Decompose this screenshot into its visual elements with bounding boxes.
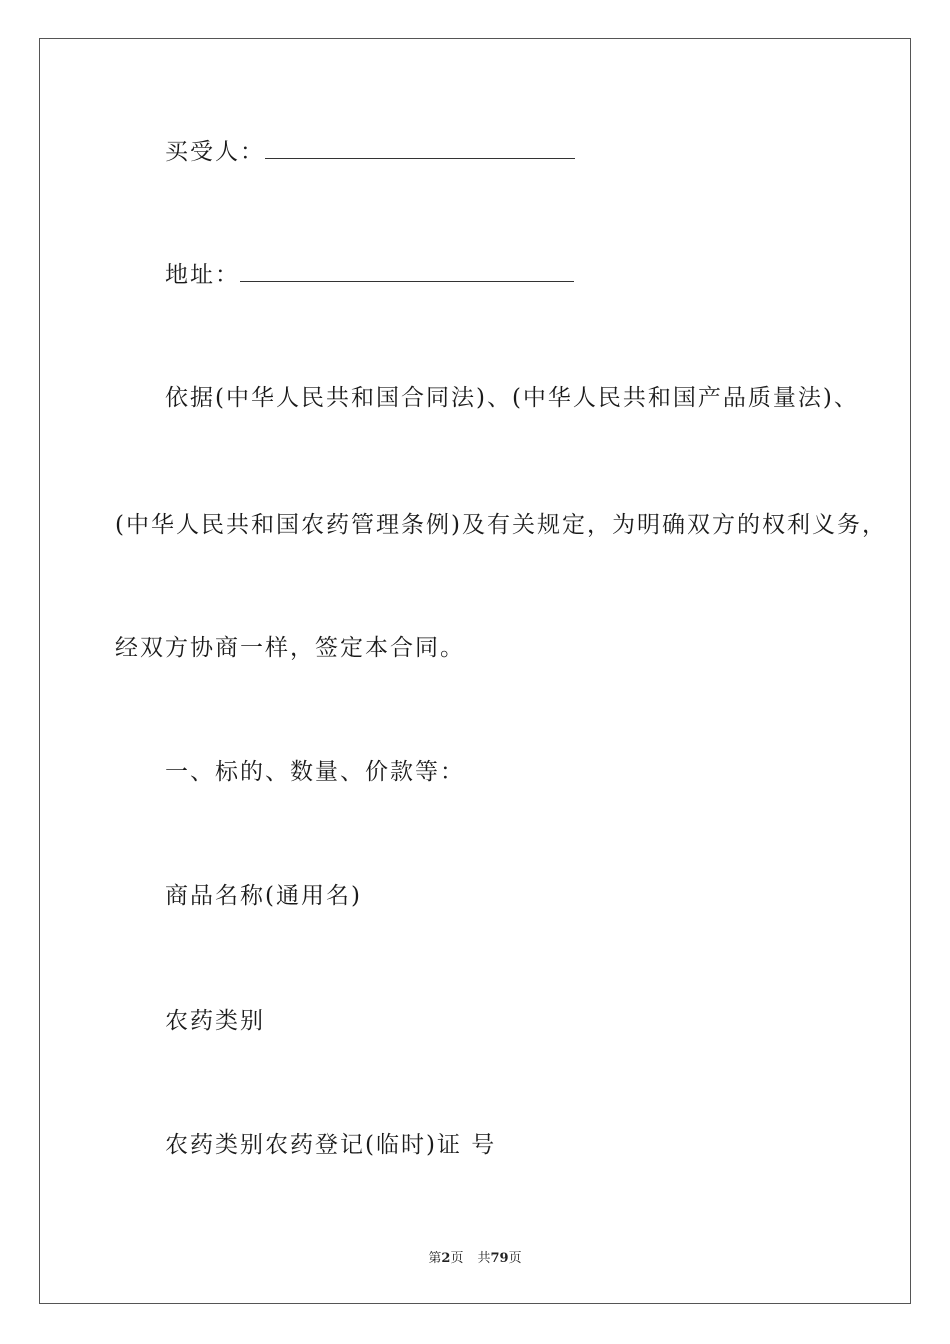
buyer-line — [165, 136, 575, 167]
item-registration-number: 农药类别农药登记(临时)证 号 — [165, 1132, 497, 1158]
page-footer — [0, 1247, 950, 1266]
paragraph-line: 经双方协商一样，签定本合同。 — [115, 635, 465, 661]
page-frame — [39, 38, 911, 1304]
buyer-blank-field[interactable] — [265, 136, 575, 159]
address-blank-field[interactable] — [240, 259, 574, 282]
page-prefix: 第 — [428, 1251, 442, 1266]
total-suffix: 页 — [508, 1251, 522, 1266]
item-pesticide-category: 农药类别 — [165, 1008, 265, 1034]
page-total-number: 79 — [490, 1251, 509, 1266]
page-current-number: 2 — [441, 1251, 451, 1266]
paragraph-line: (中华人民共和国农药管理条例)及有关规定，为明确双方的权利义务， — [115, 512, 887, 538]
buyer-label: 买受人： — [165, 139, 265, 165]
section-heading: 一、标的、数量、价款等： — [165, 759, 465, 785]
address-label: 地址： — [165, 262, 240, 288]
total-prefix: 共 — [477, 1251, 491, 1266]
item-product-name: 商品名称(通用名) — [165, 883, 362, 909]
address-line — [165, 259, 574, 290]
page-suffix: 页 — [450, 1251, 464, 1266]
paragraph-line: 依据(中华人民共和国合同法)、(中华人民共和国产品质量法)、 — [165, 385, 859, 411]
